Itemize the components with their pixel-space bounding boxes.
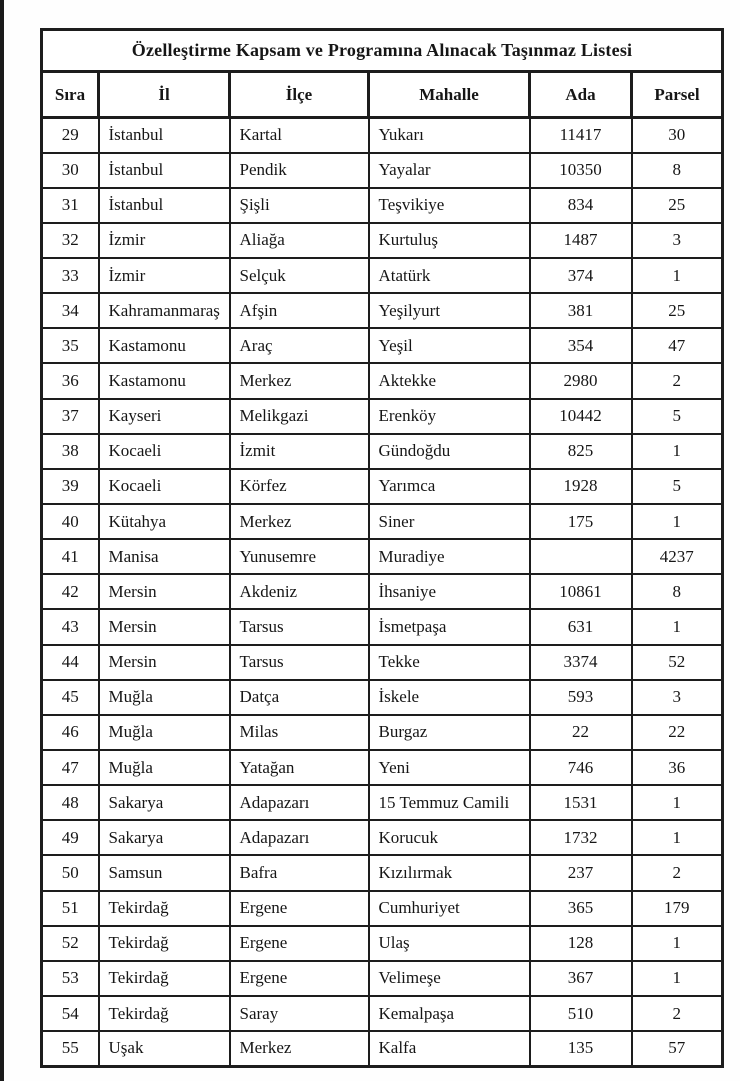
cell-ilce: Bafra <box>230 855 369 890</box>
cell-il: Kocaeli <box>99 434 230 469</box>
cell-parsel: 5 <box>632 399 723 434</box>
cell-sira: 53 <box>42 961 99 996</box>
cell-parsel: 2 <box>632 363 723 398</box>
cell-ada: 128 <box>530 926 632 961</box>
cell-sira: 34 <box>42 293 99 328</box>
cell-ada: 1531 <box>530 785 632 820</box>
cell-sira: 29 <box>42 118 99 153</box>
cell-ada: 593 <box>530 680 632 715</box>
column-header-parsel: Parsel <box>632 72 723 118</box>
cell-mahalle: Atatürk <box>369 258 530 293</box>
table-row <box>42 293 723 328</box>
title-row <box>42 30 723 72</box>
cell-mahalle: Yarımca <box>369 469 530 504</box>
cell-ilce: Merkez <box>230 504 369 539</box>
table-row <box>42 504 723 539</box>
cell-parsel: 1 <box>632 504 723 539</box>
cell-mahalle: Siner <box>369 504 530 539</box>
cell-il: Tekirdağ <box>99 891 230 926</box>
cell-ada: 10861 <box>530 574 632 609</box>
cell-parsel: 1 <box>632 926 723 961</box>
cell-mahalle: Ulaş <box>369 926 530 961</box>
cell-ada: 834 <box>530 188 632 223</box>
cell-il: İzmir <box>99 258 230 293</box>
table-row <box>42 961 723 996</box>
cell-il: Kayseri <box>99 399 230 434</box>
cell-sira: 46 <box>42 715 99 750</box>
cell-parsel: 30 <box>632 118 723 153</box>
table-title: Özelleştirme Kapsam ve Programına Alınacak Taşınmaz Listesi <box>42 30 723 72</box>
cell-il: Sakarya <box>99 785 230 820</box>
table-row <box>42 153 723 188</box>
cell-ilce: Şişli <box>230 188 369 223</box>
cell-mahalle: Yeni <box>369 750 530 785</box>
cell-ada: 367 <box>530 961 632 996</box>
cell-ada: 2980 <box>530 363 632 398</box>
cell-parsel: 1 <box>632 961 723 996</box>
cell-il: Kocaeli <box>99 469 230 504</box>
column-header-row <box>42 72 723 118</box>
cell-il: Mersin <box>99 609 230 644</box>
table-row <box>42 574 723 609</box>
cell-ilce: Datça <box>230 680 369 715</box>
column-header-ada: Ada <box>530 72 632 118</box>
cell-il: Kütahya <box>99 504 230 539</box>
cell-parsel: 1 <box>632 609 723 644</box>
table-row <box>42 820 723 855</box>
cell-ilce: Adapazarı <box>230 785 369 820</box>
cell-ada: 510 <box>530 996 632 1031</box>
cell-sira: 55 <box>42 1031 99 1066</box>
cell-ada: 1928 <box>530 469 632 504</box>
cell-sira: 48 <box>42 785 99 820</box>
cell-ada: 354 <box>530 328 632 363</box>
table-body <box>42 118 723 1067</box>
cell-ada: 1732 <box>530 820 632 855</box>
property-list-table <box>40 28 724 1068</box>
cell-ilce: Ergene <box>230 961 369 996</box>
column-header-il: İl <box>99 72 230 118</box>
cell-sira: 51 <box>42 891 99 926</box>
table-row <box>42 363 723 398</box>
cell-mahalle: Yeşil <box>369 328 530 363</box>
cell-il: İstanbul <box>99 153 230 188</box>
cell-il: Mersin <box>99 574 230 609</box>
cell-mahalle: Erenköy <box>369 399 530 434</box>
cell-ada: 365 <box>530 891 632 926</box>
cell-parsel: 3 <box>632 680 723 715</box>
cell-ilce: Ergene <box>230 891 369 926</box>
cell-sira: 52 <box>42 926 99 961</box>
cell-sira: 49 <box>42 820 99 855</box>
table-row <box>42 328 723 363</box>
cell-il: Manisa <box>99 539 230 574</box>
cell-parsel: 22 <box>632 715 723 750</box>
cell-parsel: 1 <box>632 258 723 293</box>
cell-il: Tekirdağ <box>99 961 230 996</box>
scan-edge-artifact <box>0 0 4 1081</box>
cell-parsel: 52 <box>632 645 723 680</box>
cell-mahalle: 15 Temmuz Camili <box>369 785 530 820</box>
table-row <box>42 469 723 504</box>
table-row <box>42 926 723 961</box>
cell-ilce: Araç <box>230 328 369 363</box>
cell-ilce: Akdeniz <box>230 574 369 609</box>
cell-sira: 35 <box>42 328 99 363</box>
cell-sira: 32 <box>42 223 99 258</box>
cell-mahalle: İsmetpaşa <box>369 609 530 644</box>
cell-il: Kastamonu <box>99 328 230 363</box>
cell-ada: 3374 <box>530 645 632 680</box>
cell-parsel: 57 <box>632 1031 723 1066</box>
cell-sira: 31 <box>42 188 99 223</box>
cell-ada: 22 <box>530 715 632 750</box>
cell-ilce: Yatağan <box>230 750 369 785</box>
cell-ada: 825 <box>530 434 632 469</box>
table-row <box>42 539 723 574</box>
cell-ilce: Merkez <box>230 1031 369 1066</box>
cell-il: İzmir <box>99 223 230 258</box>
cell-mahalle: Kurtuluş <box>369 223 530 258</box>
cell-ada: 374 <box>530 258 632 293</box>
cell-il: İstanbul <box>99 118 230 153</box>
cell-parsel: 1 <box>632 785 723 820</box>
table-row <box>42 680 723 715</box>
cell-ilce: Afşin <box>230 293 369 328</box>
cell-ilce: İzmit <box>230 434 369 469</box>
cell-mahalle: Muradiye <box>369 539 530 574</box>
cell-ada: 10442 <box>530 399 632 434</box>
cell-mahalle: İhsaniye <box>369 574 530 609</box>
cell-ilce: Körfez <box>230 469 369 504</box>
cell-mahalle: Gündoğdu <box>369 434 530 469</box>
cell-sira: 41 <box>42 539 99 574</box>
cell-sira: 45 <box>42 680 99 715</box>
cell-il: Muğla <box>99 680 230 715</box>
table-row <box>42 223 723 258</box>
cell-mahalle: Tekke <box>369 645 530 680</box>
cell-mahalle: Yeşilyurt <box>369 293 530 328</box>
cell-ada: 381 <box>530 293 632 328</box>
cell-il: Kahramanmaraş <box>99 293 230 328</box>
column-header-mahalle: Mahalle <box>369 72 530 118</box>
cell-parsel: 1 <box>632 434 723 469</box>
cell-il: Muğla <box>99 715 230 750</box>
cell-il: Samsun <box>99 855 230 890</box>
cell-sira: 42 <box>42 574 99 609</box>
cell-ada: 175 <box>530 504 632 539</box>
cell-mahalle: Yayalar <box>369 153 530 188</box>
cell-il: Tekirdağ <box>99 996 230 1031</box>
table-row <box>42 1031 723 1066</box>
cell-parsel: 8 <box>632 574 723 609</box>
cell-sira: 43 <box>42 609 99 644</box>
table-row <box>42 258 723 293</box>
cell-mahalle: İskele <box>369 680 530 715</box>
cell-ada: 10350 <box>530 153 632 188</box>
cell-parsel: 36 <box>632 750 723 785</box>
cell-il: Mersin <box>99 645 230 680</box>
table-row <box>42 609 723 644</box>
table-row <box>42 188 723 223</box>
cell-sira: 30 <box>42 153 99 188</box>
cell-ilce: Tarsus <box>230 645 369 680</box>
cell-ilce: Ergene <box>230 926 369 961</box>
cell-ilce: Aliağa <box>230 223 369 258</box>
cell-ilce: Melikgazi <box>230 399 369 434</box>
cell-mahalle: Cumhuriyet <box>369 891 530 926</box>
cell-parsel: 2 <box>632 996 723 1031</box>
cell-sira: 40 <box>42 504 99 539</box>
table-row <box>42 891 723 926</box>
cell-mahalle: Burgaz <box>369 715 530 750</box>
cell-ada: 11417 <box>530 118 632 153</box>
table-row <box>42 645 723 680</box>
cell-ilce: Yunusemre <box>230 539 369 574</box>
cell-mahalle: Kemalpaşa <box>369 996 530 1031</box>
cell-parsel: 5 <box>632 469 723 504</box>
cell-ilce: Tarsus <box>230 609 369 644</box>
cell-sira: 38 <box>42 434 99 469</box>
cell-il: Muğla <box>99 750 230 785</box>
column-header-ilce: İlçe <box>230 72 369 118</box>
cell-ilce: Saray <box>230 996 369 1031</box>
cell-parsel: 2 <box>632 855 723 890</box>
cell-ada: 237 <box>530 855 632 890</box>
cell-ada: 631 <box>530 609 632 644</box>
cell-sira: 50 <box>42 855 99 890</box>
cell-sira: 39 <box>42 469 99 504</box>
cell-sira: 47 <box>42 750 99 785</box>
cell-parsel: 47 <box>632 328 723 363</box>
table-row <box>42 785 723 820</box>
cell-parsel: 4237 <box>632 539 723 574</box>
cell-mahalle: Korucuk <box>369 820 530 855</box>
cell-ada: 135 <box>530 1031 632 1066</box>
table-row <box>42 996 723 1031</box>
cell-ada: 746 <box>530 750 632 785</box>
cell-il: İstanbul <box>99 188 230 223</box>
cell-sira: 37 <box>42 399 99 434</box>
cell-mahalle: Teşvikiye <box>369 188 530 223</box>
cell-parsel: 25 <box>632 293 723 328</box>
cell-mahalle: Yukarı <box>369 118 530 153</box>
cell-ilce: Merkez <box>230 363 369 398</box>
cell-sira: 54 <box>42 996 99 1031</box>
cell-mahalle: Aktekke <box>369 363 530 398</box>
cell-parsel: 25 <box>632 188 723 223</box>
table-row <box>42 715 723 750</box>
table-row <box>42 750 723 785</box>
table-row <box>42 399 723 434</box>
cell-ilce: Selçuk <box>230 258 369 293</box>
cell-ada <box>530 539 632 574</box>
cell-sira: 44 <box>42 645 99 680</box>
cell-ilce: Adapazarı <box>230 820 369 855</box>
cell-sira: 33 <box>42 258 99 293</box>
cell-il: Uşak <box>99 1031 230 1066</box>
cell-sira: 36 <box>42 363 99 398</box>
cell-ilce: Pendik <box>230 153 369 188</box>
cell-il: Tekirdağ <box>99 926 230 961</box>
table-row <box>42 434 723 469</box>
cell-parsel: 179 <box>632 891 723 926</box>
cell-ilce: Kartal <box>230 118 369 153</box>
table-row <box>42 855 723 890</box>
cell-ilce: Milas <box>230 715 369 750</box>
column-header-sira: Sıra <box>42 72 99 118</box>
cell-ada: 1487 <box>530 223 632 258</box>
cell-il: Kastamonu <box>99 363 230 398</box>
cell-parsel: 8 <box>632 153 723 188</box>
cell-mahalle: Kızılırmak <box>369 855 530 890</box>
cell-mahalle: Velimeşe <box>369 961 530 996</box>
table-row <box>42 118 723 153</box>
cell-il: Sakarya <box>99 820 230 855</box>
cell-parsel: 1 <box>632 820 723 855</box>
cell-mahalle: Kalfa <box>369 1031 530 1066</box>
cell-parsel: 3 <box>632 223 723 258</box>
